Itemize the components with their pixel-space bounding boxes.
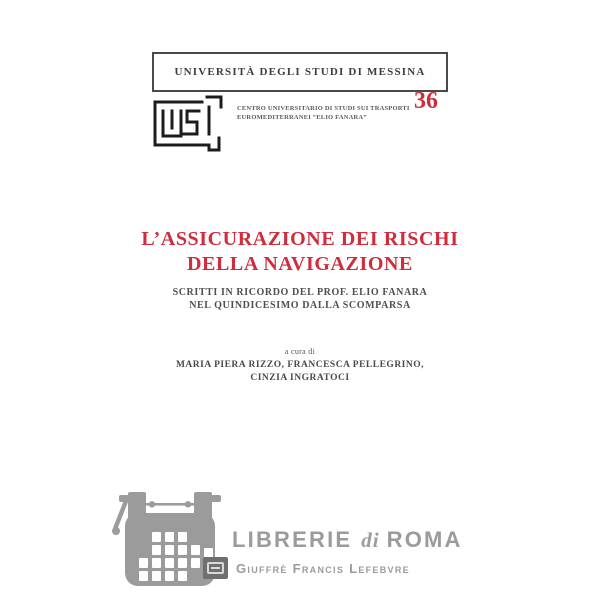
publisher-name: Giuffrè Francis Lefebvre	[236, 560, 410, 576]
store-name-roma: ROMA	[386, 527, 463, 552]
book-title	[0, 227, 600, 277]
book-title-line2: DELLA NAVIGAZIONE	[186, 253, 413, 275]
cust-maze-logo-icon	[151, 94, 225, 152]
series-volume-number: 36	[414, 88, 438, 114]
edited-by-label: a cura di	[284, 347, 316, 356]
university-name: UNIVERSITÀ DEGLI STUDI DI MESSINA	[174, 66, 426, 78]
series-centre-name	[237, 104, 417, 122]
series-centre-name-line2: EUROMEDITERRANEI “ELIO FANARA”	[237, 114, 367, 121]
store-name-librerie: LIBRERIE	[232, 527, 353, 552]
giuffre-publisher-icon	[203, 557, 228, 579]
book-subtitle-line2: NEL QUINDICESIMO DALLA SCOMPARSA	[189, 300, 411, 311]
series-centre-name-line1: CENTRO UNIVERSITARIO DI STUDI SUI TRASPORTI	[237, 105, 410, 112]
store-name	[232, 527, 463, 557]
book-subtitle-line1: SCRITTI IN RICORDO DEL PROF. ELIO FANARA	[172, 287, 428, 298]
editors-line2: CINZIA INGRATOCI	[250, 372, 350, 383]
editors-line1: MARIA PIERA RIZZO, FRANCESCA PELLEGRINO,	[175, 360, 425, 370]
editors-names	[0, 359, 600, 384]
publisher-row	[203, 557, 410, 579]
book-subtitle	[0, 286, 600, 312]
book-title-line1: L’ASSICURAZIONE DEI RISCHI	[141, 228, 459, 250]
store-name-di: di	[361, 528, 380, 552]
university-header-box	[152, 52, 448, 92]
